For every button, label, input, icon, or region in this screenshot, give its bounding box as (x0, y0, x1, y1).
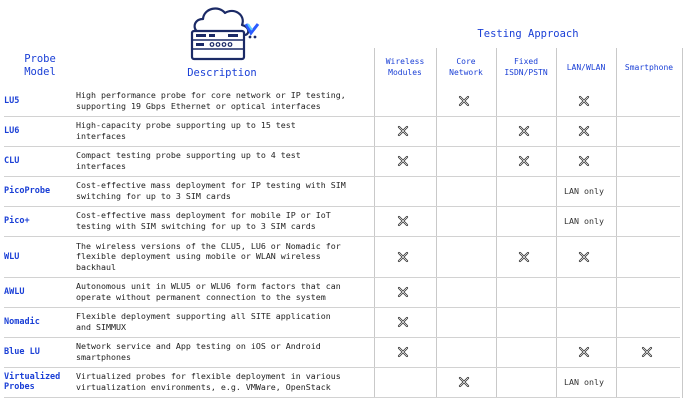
table-row (4, 116, 680, 146)
cell-lan (554, 307, 614, 337)
cell-fixed (494, 307, 554, 337)
cell-fixed (494, 277, 554, 307)
cell-smartphone (614, 307, 680, 337)
col-header-smartphone: Smartphone (624, 62, 674, 72)
lan-only-note: LAN only (564, 377, 604, 387)
cell-fixed (494, 176, 554, 206)
cell-wireless (372, 337, 434, 367)
description-header: Description (187, 67, 257, 79)
probe-model-cell: PicoProbe (4, 176, 76, 206)
cell-fixed (494, 116, 554, 146)
cell-smartphone (614, 176, 680, 206)
testing-approach-header: Testing Approach (477, 28, 579, 40)
cell-core (434, 86, 494, 116)
lan-only-note: LAN only (564, 216, 604, 226)
x-mark-icon (397, 286, 409, 298)
description-cell: Autonomous unit in WLU5 or WLU6 form factors that can operate without permanent connection to the system (76, 277, 372, 307)
cell-lan (554, 337, 614, 367)
probe-model-cell: Virtualized Probes (4, 367, 76, 397)
lan-only-note: LAN only (564, 186, 604, 196)
cell-fixed (494, 146, 554, 176)
x-mark-icon (397, 346, 409, 358)
x-mark-icon (458, 376, 470, 388)
table-row (4, 146, 680, 176)
cell-core (434, 337, 494, 367)
table-row (4, 206, 680, 236)
x-mark-icon (397, 251, 409, 263)
cell-smartphone (614, 277, 680, 307)
x-mark-icon (518, 155, 530, 167)
probe-model-cell: CLU (4, 146, 76, 176)
description-cell: High-capacity probe supporting up to 15 test interfaces (76, 116, 372, 146)
col-header-lan: LAN/WLAN (566, 62, 606, 72)
cell-lan (554, 367, 614, 397)
probe-model-header: Probe Model (24, 53, 56, 78)
cell-core (434, 206, 494, 236)
x-mark-icon (397, 155, 409, 167)
cell-smartphone (614, 236, 680, 277)
cell-lan (554, 277, 614, 307)
table-row (4, 307, 680, 337)
cell-lan (554, 206, 614, 236)
x-mark-icon (518, 251, 530, 263)
x-mark-icon (578, 125, 590, 137)
cell-smartphone (614, 86, 680, 116)
description-cell: Virtualized probes for flexible deployment in various virtualization environments, e.g. VMWare, OpenStack (76, 367, 372, 397)
description-cell: Compact testing probe supporting up to 4 test interfaces (76, 146, 372, 176)
description-cell: Flexible deployment supporting all SITE application and SIMMUX (76, 307, 372, 337)
cell-smartphone (614, 367, 680, 397)
x-mark-icon (578, 95, 590, 107)
cell-core (434, 146, 494, 176)
cell-smartphone (614, 146, 680, 176)
col-header-core: Core Network (449, 57, 483, 77)
table-row (4, 337, 680, 367)
table-row (4, 86, 680, 116)
table-row (4, 367, 680, 397)
x-mark-icon (397, 125, 409, 137)
cell-lan (554, 236, 614, 277)
probe-model-cell: AWLU (4, 277, 76, 307)
cell-smartphone (614, 337, 680, 367)
cell-lan (554, 176, 614, 206)
cell-wireless (372, 236, 434, 277)
x-mark-icon (458, 95, 470, 107)
cell-wireless (372, 277, 434, 307)
probe-model-cell: WLU (4, 236, 76, 277)
description-cell: Cost-effective mass deployment for mobile IP or IoT testing with SIM switching for up to 3 SIM cards (76, 206, 372, 236)
table-row (4, 277, 680, 307)
cell-wireless (372, 367, 434, 397)
cell-wireless (372, 116, 434, 146)
cell-core (434, 367, 494, 397)
table-row (4, 176, 680, 206)
probe-model-cell: LU6 (4, 116, 76, 146)
description-cell: High performance probe for core network or IP testing, supporting 19 Gbps Ethernet or optical interfaces (76, 86, 372, 116)
cell-wireless (372, 176, 434, 206)
cell-core (434, 116, 494, 146)
x-mark-icon (578, 251, 590, 263)
description-cell: The wireless versions of the CLU5, LU6 or Nomadic for flexible deployment using mobile or WLAN wireless backhaul (76, 236, 372, 277)
probe-model-cell: Blue LU (4, 337, 76, 367)
description-cell: Cost-effective mass deployment for IP testing with SIM switching for up to 3 SIM cards (76, 176, 372, 206)
cell-fixed (494, 206, 554, 236)
description-cell: Network service and App testing on iOS or Android smartphones (76, 337, 372, 367)
probe-model-cell: Nomadic (4, 307, 76, 337)
cell-core (434, 236, 494, 277)
cell-lan (554, 146, 614, 176)
cell-fixed (494, 236, 554, 277)
x-mark-icon (578, 155, 590, 167)
x-mark-icon (578, 346, 590, 358)
probe-model-cell: Pico+ (4, 206, 76, 236)
cell-core (434, 307, 494, 337)
column-divider (682, 48, 683, 398)
x-mark-icon (397, 215, 409, 227)
x-mark-icon (641, 346, 653, 358)
cell-wireless (372, 146, 434, 176)
cell-wireless (372, 307, 434, 337)
server-rack-cloud-logo (188, 3, 260, 63)
table-row (4, 236, 680, 277)
x-mark-icon (397, 316, 409, 328)
probe-model-cell: LU5 (4, 86, 76, 116)
probe-table (4, 86, 680, 398)
cell-fixed (494, 367, 554, 397)
cell-fixed (494, 337, 554, 367)
cell-lan (554, 86, 614, 116)
col-header-wireless: Wireless Modules (385, 57, 425, 77)
cell-wireless (372, 206, 434, 236)
x-mark-icon (518, 125, 530, 137)
col-header-fixed: Fixed ISDN/PSTN (504, 57, 548, 77)
cell-lan (554, 116, 614, 146)
cell-core (434, 277, 494, 307)
cell-fixed (494, 86, 554, 116)
cell-core (434, 176, 494, 206)
cell-smartphone (614, 206, 680, 236)
cell-smartphone (614, 116, 680, 146)
cell-wireless (372, 86, 434, 116)
